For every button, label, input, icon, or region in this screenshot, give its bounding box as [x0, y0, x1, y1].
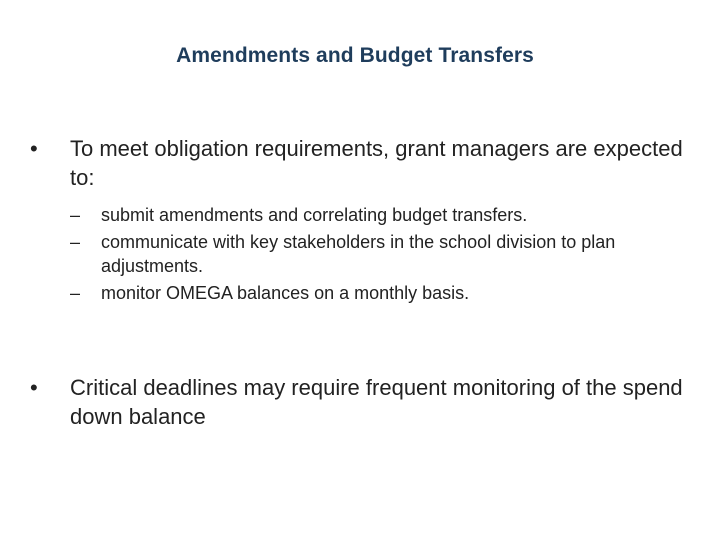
sub-bullet-marker: –: [70, 232, 81, 252]
bullet-item-obligation: [30, 134, 690, 192]
bullet-text: Critical deadlines may require frequent monitoring of the spend down balance: [70, 375, 683, 429]
bullet-marker: •: [30, 136, 38, 161]
bullet-text: To meet obligation requirements, grant managers are expected to:: [70, 136, 683, 190]
bullet-item-deadlines: [30, 373, 690, 431]
sub-bullet-marker: –: [70, 283, 81, 303]
sub-bullet-text: monitor OMEGA balances on a monthly basis.: [101, 283, 470, 303]
sub-bullet-item: [70, 230, 690, 278]
sub-bullet-text: communicate with key stakeholders in the school division to plan adjustments.: [101, 232, 616, 276]
bullet-marker: •: [30, 375, 38, 400]
slide-title: Amendments and Budget Transfers: [176, 44, 534, 67]
sub-bullet-list: [70, 203, 690, 308]
sub-bullet-text: submit amendments and correlating budget transfers.: [101, 205, 528, 225]
sub-bullet-item: [70, 203, 690, 227]
sub-bullet-item: [70, 281, 690, 305]
sub-bullet-marker: –: [70, 205, 81, 225]
